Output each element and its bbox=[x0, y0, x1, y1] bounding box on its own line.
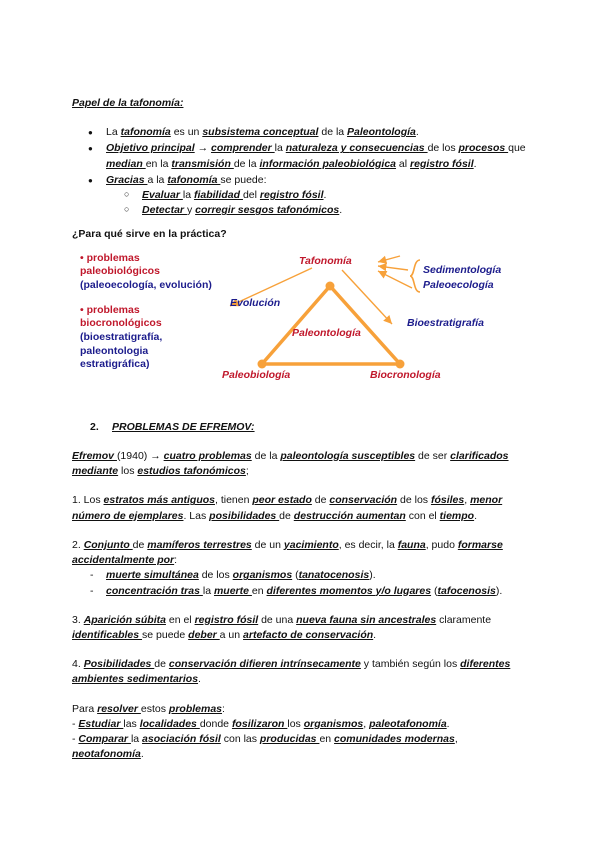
dash-item: - muerte simultánea de los organismos (tanatocenosis). bbox=[106, 568, 532, 583]
section-title: Papel de la tafonomía: bbox=[72, 97, 184, 109]
arrow-in bbox=[378, 271, 412, 288]
problem-3: 3. Aparición súbita en el registro fósil de una nueva fauna sin ancestrales claramente identificables se puede deber a un artefacto de conservación. bbox=[72, 613, 492, 641]
problem-2: 2. Conjunto de mamíferos terrestres de un yacimiento, es decir, la fauna, pudo formarse accidentalmente por: bbox=[72, 538, 503, 567]
resolution-line-1: - Estudiar las localidades donde fosilizaron los organismos, paleotafonomía. bbox=[72, 717, 450, 730]
resolution-line-2: - Comparar la asociación fósil con las producidas en comunidades modernas, bbox=[72, 733, 458, 746]
problem-1: 1. Los estratos más antiguos, tienen peor estado de conservación de los fósiles, menor número de ejemplares. Las posibilidades de destrucción aumentan con el tiempo. bbox=[72, 494, 503, 522]
section2-intro: Efremov (1940) → cuatro problemas de la paleontología susceptibles de ser clarificados mediante los estudios tafonómicos; bbox=[72, 449, 509, 478]
arrow-to-bioestratigrafia bbox=[342, 270, 392, 324]
arrow-in bbox=[378, 256, 400, 262]
left-group-a: • problemas paleobiológicos (paleoecología, evolución) bbox=[80, 251, 212, 292]
sub-bullet-item: ○ Evaluar la fiabilidad del registro fósil. bbox=[142, 188, 532, 203]
label-paleobiologia: Paleobiología bbox=[222, 368, 291, 381]
label-biocronologia: Biocronología bbox=[370, 368, 441, 381]
label-tafonomia: Tafonomía bbox=[299, 254, 352, 267]
left-group-b: • problemas biocronológicos (bioestratigrafía, paleontologia estratigráfica) bbox=[80, 303, 163, 371]
label-paleoecologia: Paleoecología bbox=[423, 278, 494, 291]
bullet-list bbox=[72, 125, 532, 218]
sub-bullet-item: ○ Detectar y corregir sesgos tafonómicos. bbox=[142, 203, 532, 218]
resolution-line-3: neotafonomía. bbox=[72, 748, 144, 761]
bullet-item: ● Objetivo principal → comprender la naturaleza y consecuencias de los procesos que median en la transmisión de la información paleobiológica al registro fósil. bbox=[106, 141, 532, 171]
triangle-shape bbox=[262, 286, 400, 364]
section2-heading: 2. PROBLEMAS DE EFREMOV: bbox=[90, 420, 255, 433]
arrow-in bbox=[378, 266, 408, 270]
node-dot bbox=[326, 281, 335, 290]
label-bioestratigrafia: Bioestratigrafía bbox=[407, 316, 485, 329]
problem-4: 4. Posibilidades de conservación difieren intrínsecamente y también según los diferentes ambientes sedimentarios. bbox=[72, 658, 511, 686]
label-sedimentologia: Sedimentología bbox=[423, 263, 502, 276]
problem-2-list bbox=[72, 568, 532, 598]
question-heading: ¿Para qué sirve en la práctica? bbox=[72, 227, 227, 240]
label-evolucion: Evolución bbox=[230, 296, 281, 309]
dash-item: - concentración tras la muerte en diferentes momentos y/o lugares (tafocenosis). bbox=[106, 584, 532, 599]
bullet-item: ● La tafonomía es un subsistema conceptual de la Paleontología. bbox=[106, 125, 532, 140]
taphonomy-diagram bbox=[80, 251, 502, 398]
sub-bullet-list bbox=[106, 188, 532, 218]
document-page bbox=[72, 96, 532, 762]
label-paleontologia: Paleontología bbox=[292, 326, 361, 339]
bullet-item: ● Gracias a la tafonomía se puede: ○ Evaluar la fiabilidad del registro fósil. ○ Detectar y corregir sesgos tafonómicos. bbox=[106, 173, 532, 219]
resolution-intro: Para resolver estos problemas: bbox=[72, 702, 225, 715]
